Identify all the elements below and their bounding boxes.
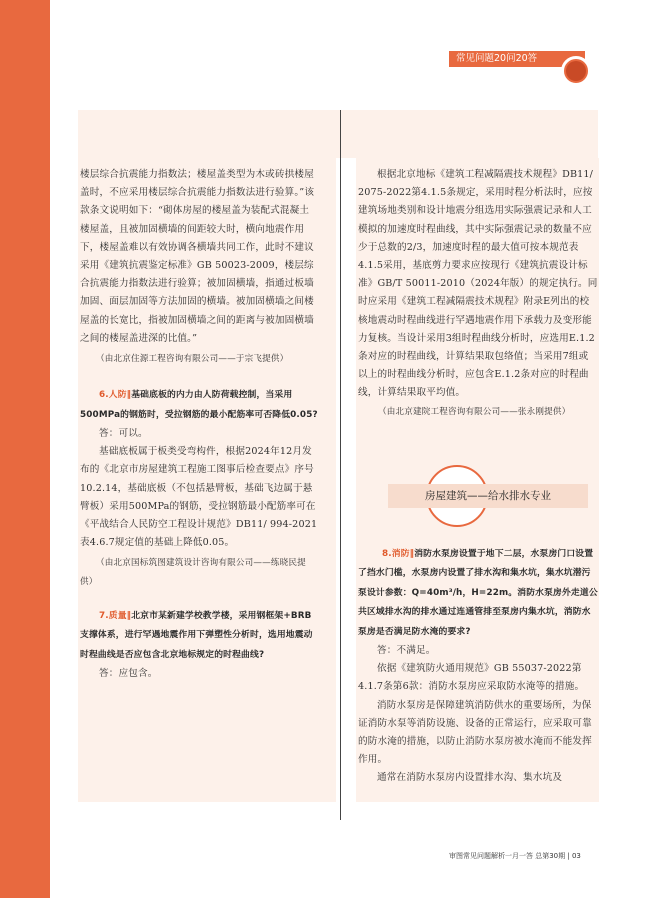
answer-8-para-3: 通常在消防水泵房内设置排水沟、集水坑及 <box>377 772 563 784</box>
right-column-bottom <box>358 545 598 788</box>
question-6-text: 基础底板的内力由人防荷载控制，当采用500MPa的钢筋时，受拉钢筋的最小配筋率可否降低0.05? <box>80 390 318 420</box>
right-column-top <box>358 166 598 421</box>
question-7-text: 北京市某新建学校教学楼，采用钢框架+BRB支撑体系，进行罕遇地震作用下弹塑性分析时，选用地震动时程曲线是否应包含北京地标规定的时程曲线? <box>80 610 313 660</box>
column-divider <box>340 110 341 820</box>
section-heading: 房屋建筑——给水排水专业 <box>425 490 551 502</box>
left-color-strip <box>0 0 50 898</box>
answer-8-short: 答：不满足。 <box>377 645 436 657</box>
left-column <box>80 166 318 683</box>
right-paragraph-1: 根据北京地标《建筑工程减隔震技术规程》DB11/ 2075-2022第4.1.5条规定，采用时程分析法时，应按建筑场地类别和设计地震分组选用实际强震记录和人工模拟的加速度时程曲线，其中实际强震记录的数量不应少于总数的2/3，加速度时程的最大值可按本规范表4.1.5采用，基底剪力要求应按现行《建筑抗震设计标准》GB/T 50011-2010（2024年版）的规定执行。同时应采用《建筑工程减隔震技术规程》附录E列出的校核地震动时程曲线进行罕遇地震作用下承载力及变形能力复核。当设计采用3组时程曲线分析时，应选用E.1.2条对应的时程曲线，计算结果取包络值；当采用7组或以上的时程曲线分析时，应包含E.1.2条对应的时程曲线，计算结果取平均值。 <box>358 169 598 399</box>
question-6: 6.人防‖基础底板的内力由人防荷载控制，当采用500MPa的钢筋时，受拉钢筋的最小配筋率可否降低0.05? <box>80 390 318 420</box>
left-paragraph-1: 楼层综合抗震能力指数法；楼屋盖类型为木或砖拱楼屋盖时，不应采用楼层综合抗震能力指数法进行验算。”该款条文说明如下：“砌体房屋的楼屋盖为装配式混凝土楼屋盖，且被加固横墙的间距较大时，横向地震作用下，楼屋盖难以有效协调各横墙共同工作，此时不建议采用《建筑抗震鉴定标准》GB 50023-2009，楼层综合抗震能力指数法进行验算；被加固横墙，指通过板墙加固、面层加固等方法加固的横墙。被加固横墙之间楼屋盖的长宽比，指被加固横墙之间的距离与被加固横墙之间的楼屋盖进深的比值。” <box>80 169 315 344</box>
credit-1: （由北京住源工程咨询有限公司——于宗飞提供） <box>96 354 289 365</box>
question-8-tag: 8.消防 <box>382 549 410 559</box>
answer-8-para-1: 依据《建筑防火通用规范》GB 55037-2022第4.1.7条第6款：消防水泵房应采取防水淹等的措施。 <box>358 663 585 693</box>
question-8-text: 消防水泵房设置于地下二层，水泵房门口设置了挡水门槛，水泵房内设置了排水沟和集水坑，集水坑潜污泵设计参数：Q=40m³/h，H=22m。消防水泵房外走道公共区域排水沟的排水通过连通管排至泵房内集水坑，消防水泵房是否满足防水淹的要求? <box>358 549 598 637</box>
question-7-tag: 7.质量 <box>99 610 127 621</box>
answer-8-para-2: 消防水泵房是保障建筑消防供水的重要场所，为保证消防水泵等消防设施、设备的正常运行，应采取可靠的防水淹的措施，以防止消防水泵房被水淹而不能发挥作用。 <box>358 699 592 766</box>
answer-6-short: 答：可以。 <box>99 428 148 440</box>
header-badge-dot <box>566 61 586 81</box>
answer-7-short: 答：应包含。 <box>99 668 158 680</box>
question-6-tag: 6.人防 <box>99 390 127 401</box>
credit-2: （由北京国标筑图建筑设计咨询有限公司——练晓民提供） <box>80 558 306 587</box>
header-label: 常见问题20问20答 <box>456 53 538 64</box>
page-footer: 审图常见问题解析一月一答 总第30期 | 03 <box>449 852 581 860</box>
question-8: 8.消防‖消防水泵房设置于地下二层，水泵房门口设置了挡水门槛，水泵房内设置了排水沟和集水坑，集水坑潜污泵设计参数：Q=40m³/h，H=22m。消防水泵房外走道公共区域排水沟的排水通过连通管排至泵房内集水坑，消防水泵房是否满足防水淹的要求? <box>358 549 598 637</box>
top-panel <box>78 110 598 158</box>
question-7: 7.质量‖北京市某新建学校教学楼，采用钢框架+BRB支撑体系，进行罕遇地震作用下弹塑性分析时，选用地震动时程曲线是否应包含北京地标规定的时程曲线? <box>80 610 313 660</box>
credit-3: （由北京建院工程咨询有限公司——张永刚提供） <box>378 406 571 417</box>
answer-6-body: 基础底板属于板类受弯构件，根据2024年12月发布的《北京市房屋建筑工程施工图事后检查要点》序号10.2.14，基础底板（不包括悬臂板，基础飞边属于悬臂板）采用500MPa的钢筋，受拉钢筋最小配筋率可在《平战结合人民防空工程设计规范》DB11/ 994-2021表4.6.7规定值的基础上降低0.05。 <box>80 446 318 549</box>
